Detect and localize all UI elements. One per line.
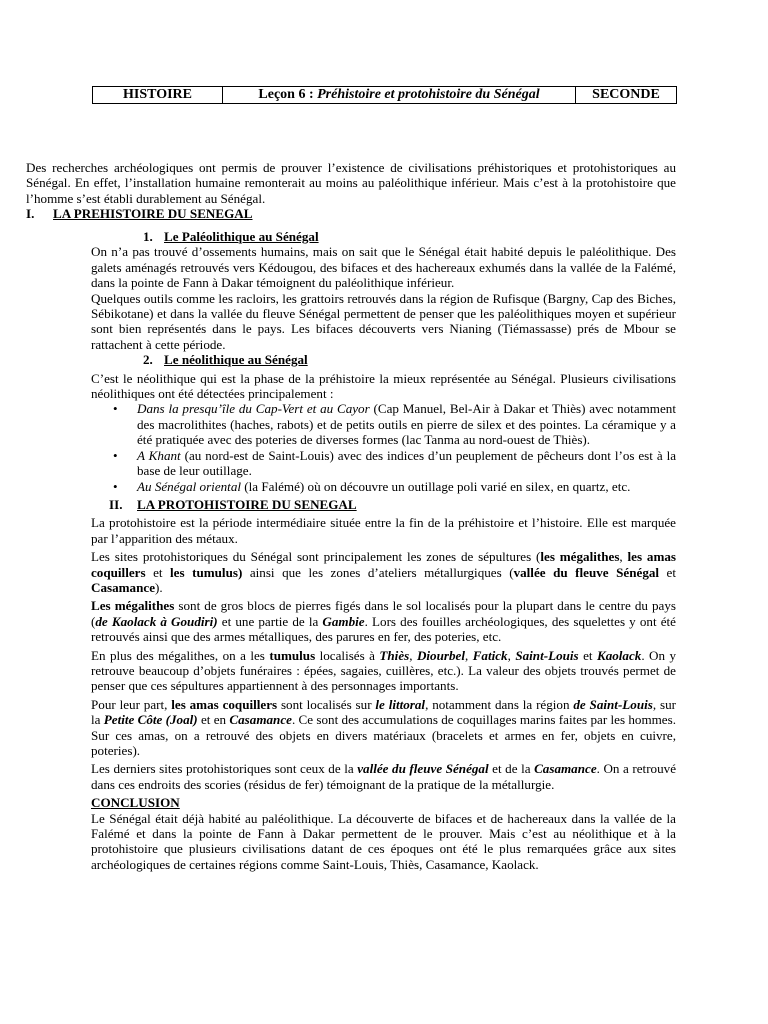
neolithique-list bbox=[91, 401, 676, 493]
subject-cell: HISTOIRE bbox=[93, 87, 223, 104]
main-content bbox=[91, 229, 676, 872]
intro-section bbox=[26, 160, 676, 222]
bullet-icon: • bbox=[113, 478, 118, 494]
subsection-number-2: 2. bbox=[143, 352, 153, 368]
subsection-number-1: 1. bbox=[143, 229, 153, 244]
lesson-title: Préhistoire et protohistoire du Sénégal bbox=[317, 87, 540, 102]
paleolithique-paragraph-1: On n’a pas trouvé d’ossements humains, mais on sait que le Sénégal était habité depuis le paléolithique. Des galets aménagés retrouvés vers Kédougou, des bifaces et des hachereaux exhumés dans la vallée de la Falémé, dans la pointe de Fann à Dakar témoignent du paléolithique inférieur. bbox=[91, 244, 676, 291]
section-title-1: LA PREHISTOIRE DU SENEGAL bbox=[53, 206, 253, 222]
protohistoire-paragraph-1: La protohistoire est la période intermédiaire située entre la fin de la préhistoire et l’histoire. Elle est marquée par l’apparition des métaux. bbox=[91, 515, 676, 546]
protohistoire-paragraph-2: Les sites protohistoriques du Sénégal sont principalement les zones de sépultures (les mégalithes, les amas coquillers et les tumulus) ainsi que les zones d’ateliers métallurgiques (vallée du fleuve Sénégal et Casamance). bbox=[91, 549, 677, 595]
tumulus-paragraph: En plus des mégalithes, on a les tumulus localisés à Thiès, Diourbel, Fatick, Saint-Louis et Kaolack. On y retrouve beaucoup d’objets funéraires : épées, sagaies, cuillères, etc.). La valeur des objets trouvés permet de penser que ces sépultures appartiennent à des personnages importants. bbox=[91, 647, 677, 694]
lesson-prefix: Leçon 6 : bbox=[258, 87, 318, 102]
section-heading-2 bbox=[91, 497, 676, 512]
lesson-cell bbox=[223, 87, 576, 104]
metallurgie-paragraph: Les derniers sites protohistoriques sont ceux de la vallée du fleuve Sénégal et de la Casamance. On a retrouvé dans ces endroits des scories (résidus de fer) témoignant de la pratique de la métallurgie. bbox=[91, 761, 677, 792]
section-heading-1 bbox=[26, 206, 676, 221]
list-item-text: (au nord-est de Saint-Louis) avec des indices d’un peuplement de pêcheurs dont l’os est à la base de leur outillage. bbox=[137, 447, 677, 479]
section-number-2: II. bbox=[109, 496, 123, 512]
list-item-text: (Cap Manuel, Bel-Air à Dakar et Thiès) avec notamment des macrolithites (haches, rabots) et de petits outils en pierre de silex et des pointes. La céramique y a été pratiquée avec des poteries de diverses formes (lac Tanma au nord-ouest de Thiès). bbox=[137, 401, 676, 448]
subsection-title-1: Le Paléolithique au Sénégal bbox=[164, 229, 319, 244]
list-item-text: (la Falémé) où on découvre un outillage poli varié en silex, en quartz, etc. bbox=[241, 478, 631, 494]
bullet-icon: • bbox=[113, 447, 118, 463]
section-title-2: LA PROTOHISTOIRE DU SENEGAL bbox=[137, 496, 357, 512]
intro-paragraph: Des recherches archéologiques ont permis de prouver l’existence de civilisations préhistoriques et protohistoriques au Sénégal. En effet, l’installation humaine remonterait au moins au paléolithique inférieur. Mais c’est à la protohistoire que l’homme s’est établi durablement au Sénégal. bbox=[26, 160, 676, 206]
level-cell: SECONDE bbox=[576, 87, 677, 104]
list-item-lead: Dans la presqu’île du Cap-Vert et au Cayor bbox=[137, 401, 370, 417]
list-item bbox=[91, 401, 676, 447]
megalithes-paragraph: Les mégalithes sont de gros blocs de pierres figés dans le sol localisés pour la plupart dans le centre du pays (de Kaolack à Goudiri) et une partie de la Gambie. Lors des fouilles archéologiques, des squelettes y ont été retrouvés ainsi que des armes métalliques, des parures en fer, des poteries, etc. bbox=[91, 598, 676, 645]
subsection-heading-2 bbox=[91, 352, 676, 367]
neolithique-paragraph: C’est le néolithique qui est la phase de la préhistoire la mieux représentée au Sénégal. Plusieurs civilisations néolithiques ont été détectées principalement : bbox=[91, 370, 676, 402]
bullet-icon: • bbox=[113, 401, 118, 417]
amas-coquillers-paragraph: Pour leur part, les amas coquillers sont localisés sur le littoral, notamment dans la région de Saint-Louis, sur la Petite Côte (Joal) et en Casamance. Ce sont des accumulations de coquillages marins faites par les hommes. Sur ces amas, on a retrouvé des objets en divers matériaux (bracelets et armes en fer, objets en cuivre, poteries). bbox=[91, 696, 676, 758]
conclusion-paragraph: Le Sénégal était déjà habité au paléolithique. La découverte de bifaces et de hachereaux dans la vallée de la Falémé et dans la pointe de Fann à Dakar permettent de le prouver. Mais c’est au néolithique et à la protohistoire que plusieurs civilisations datant de ces époques ont été le plus remarquées grâce aux sites archéologiques de certaines régions comme Saint-Louis, Thiès, Casamance, Kaolack. bbox=[91, 810, 676, 872]
list-item-lead: A Khant bbox=[137, 447, 181, 463]
paleolithique-paragraph-2: Quelques outils comme les racloirs, les grattoirs retrouvés dans la région de Rufisque (Bargny, Cap des Biches, Sébikotane) et dans la vallée du fleuve Sénégal permettent de penser que les paléolithiques moyen et supérieur sont bien représentés dans le pays. Les bifaces découverts vers Nianing (Tiémassasse) prés de Mbour se rattachent à cette période. bbox=[91, 290, 676, 352]
subsection-title-2: Le néolithique au Sénégal bbox=[164, 352, 308, 368]
list-item-lead: Au Sénégal oriental bbox=[137, 478, 242, 494]
header-table bbox=[92, 86, 677, 104]
list-item bbox=[91, 448, 676, 479]
section-number-1: I. bbox=[26, 206, 35, 222]
list-item bbox=[91, 479, 676, 494]
conclusion-heading: CONCLUSION bbox=[91, 795, 180, 811]
subsection-heading-1 bbox=[91, 229, 676, 244]
